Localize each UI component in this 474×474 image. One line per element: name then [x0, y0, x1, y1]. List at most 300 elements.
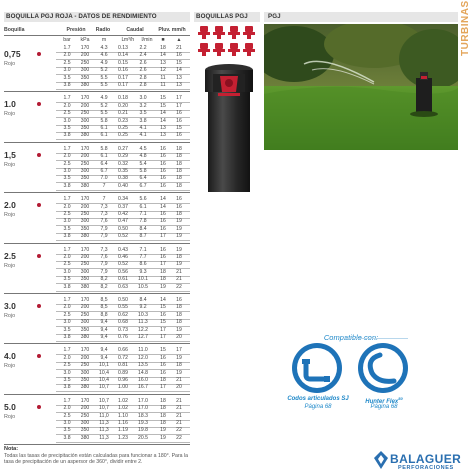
row-divider — [56, 190, 190, 191]
table-cell: 380 — [80, 434, 90, 441]
table-cell: 14 — [160, 297, 166, 303]
table-cell: 8.4 — [139, 225, 147, 232]
table-cell: 0.42 — [118, 211, 128, 217]
table-cell: 19 — [160, 427, 166, 434]
nozzle-color-label: Rojo — [4, 111, 16, 118]
table-cell: 0.63 — [118, 283, 128, 290]
table-cell: 9,4 — [100, 334, 108, 340]
table-cell: 0.76 — [118, 334, 128, 340]
table-cell: 170 — [80, 397, 90, 404]
hunter-flex-circle — [358, 343, 408, 393]
table-cell: 15 — [176, 59, 182, 66]
group-divider — [4, 444, 190, 445]
table-cell: 0.32 — [118, 160, 128, 167]
table-cell: 17 — [176, 102, 182, 109]
table-cell: 18 — [176, 362, 182, 369]
table-cell: 0.27 — [118, 145, 128, 152]
nozzle-icon — [228, 43, 240, 56]
table-cell: 18 — [160, 405, 166, 412]
table-cell: 3.8 — [63, 82, 71, 88]
table-cell: 4.6 — [100, 52, 108, 59]
table-cell: 380 — [80, 384, 90, 391]
table-cell: 250 — [80, 311, 90, 318]
table-cell: 1.23 — [118, 434, 128, 441]
table-cell: 350 — [80, 276, 90, 283]
table-cell: 0.23 — [118, 117, 128, 124]
nozzle-color-dot — [37, 254, 41, 258]
table-cell: 6.1 — [100, 132, 108, 139]
table-cell: 11 — [160, 74, 166, 81]
table-cell: 18 — [160, 276, 166, 283]
table-cell: 3.5 — [139, 110, 147, 117]
table-cell: 2.4 — [139, 52, 147, 59]
table-cell: 21 — [176, 405, 182, 412]
table-cell: 0.52 — [118, 261, 128, 268]
nozzle-size-label: 4.0 — [4, 351, 16, 362]
table-cell: 21 — [176, 45, 182, 51]
table-cell: 0.55 — [118, 304, 128, 311]
table-cell: 15 — [160, 319, 166, 326]
nozzle-color-dot — [37, 52, 41, 56]
nozzle-color-label: Rojo — [4, 313, 16, 319]
table-cell: 10,4 — [99, 369, 109, 376]
table-cell: 3.8 — [63, 434, 71, 441]
table-cell: 7.0 — [100, 175, 108, 182]
table-cell: 18 — [176, 175, 182, 182]
table-cell: 3.8 — [139, 117, 147, 124]
table-cell: 0.29 — [118, 153, 128, 160]
group-divider — [4, 343, 190, 344]
table-cell: 380 — [80, 334, 90, 340]
table-cell: 3.0 — [63, 319, 71, 326]
nozzle-size-label: 1.0 — [4, 99, 16, 110]
table-cell: 4.3 — [100, 45, 108, 51]
table-cell: 350 — [80, 74, 90, 81]
table-cell: 0.50 — [118, 297, 128, 303]
group-divider — [4, 142, 190, 143]
table-cell: 11 — [160, 82, 166, 88]
table-cell: 3.5 — [63, 74, 71, 81]
table-cell: 3.0 — [63, 218, 71, 225]
row-divider — [56, 442, 190, 443]
table-cell: 16 — [176, 52, 182, 59]
table-cell: 21 — [176, 412, 182, 419]
table-cell: 2.2 — [139, 45, 147, 51]
table-cell: 2.0 — [63, 405, 71, 412]
nozzle-color-dot — [37, 354, 41, 358]
table-cell: 0.40 — [118, 182, 128, 189]
table-cell: 16 — [160, 354, 166, 361]
table-cell: 7,3 — [100, 246, 108, 253]
table-cell: 19 — [176, 246, 182, 253]
product-title: PGJ — [268, 13, 281, 20]
nozzle-color-label: Rojo — [4, 212, 16, 219]
table-cell: 16 — [176, 196, 182, 203]
table-cell: 18 — [160, 420, 166, 426]
nozzle-color-dot — [37, 304, 41, 308]
table-cell: 18 — [176, 311, 182, 318]
table-cell: 350 — [80, 175, 90, 182]
table-cell: 350 — [80, 377, 90, 383]
table-cell: 17 — [160, 233, 166, 240]
table-cell: 16 — [176, 110, 182, 117]
table-cell: 170 — [80, 297, 90, 303]
table-cell: 13 — [160, 59, 166, 66]
table-cell: 5.6 — [139, 196, 147, 203]
table-cell: 20 — [176, 384, 182, 391]
table-cell: 14.8 — [138, 369, 148, 376]
table-cell: 18 — [176, 160, 182, 167]
row-divider — [56, 240, 190, 241]
table-cell: 17 — [160, 384, 166, 391]
table-cell: 0.61 — [118, 276, 128, 283]
compat-title: Compatible con: — [323, 333, 379, 342]
table-cell: 7,3 — [100, 211, 108, 217]
table-cell: 250 — [80, 362, 90, 369]
table-cell: 380 — [80, 82, 90, 88]
table-cell: 3.0 — [63, 268, 71, 275]
table-cell: 11,3 — [99, 434, 109, 441]
table-cell: 6.1 — [100, 125, 108, 131]
flex-pipe-icon — [358, 343, 408, 393]
sprinkler-photo — [264, 24, 458, 150]
table-cell: 3.5 — [63, 377, 71, 383]
table-cell: 14 — [160, 52, 166, 59]
col-caudal: Caudal — [126, 27, 144, 33]
table-cell: 2.5 — [63, 311, 71, 318]
table-cell: 8.4 — [139, 297, 147, 303]
table-cell: 2.5 — [63, 261, 71, 268]
item1-page: Página 68 — [304, 404, 332, 410]
group-divider — [4, 91, 190, 92]
table-cell: 2.0 — [63, 203, 71, 210]
table-cell: 18 — [160, 377, 166, 383]
table-cell: 3.5 — [63, 276, 71, 283]
table-cell: 19.8 — [138, 427, 148, 434]
table-cell: 9,4 — [100, 319, 108, 326]
table-cell: 2.0 — [63, 304, 71, 311]
table-cell: 21 — [176, 276, 182, 283]
nozzle-icon — [198, 43, 210, 56]
table-cell: 5.8 — [100, 145, 108, 152]
table-cell: 200 — [80, 52, 90, 59]
table-cell: 18 — [176, 211, 182, 217]
nozzle-color-label: Rojo — [4, 161, 16, 168]
table-cell: 10,1 — [99, 362, 109, 369]
table-cell: 16 — [160, 362, 166, 369]
group-divider — [4, 394, 190, 395]
table-cell: 16 — [160, 311, 166, 318]
row-divider — [56, 341, 190, 342]
table-cell: 18 — [160, 268, 166, 275]
table-cell: 7 — [102, 182, 106, 189]
table-cell: 11,3 — [99, 427, 109, 434]
table-cell: 1.7 — [63, 196, 71, 203]
table-cell: 1.19 — [118, 427, 128, 434]
table-cell: 8,2 — [100, 283, 108, 290]
table-cell: 19 — [176, 369, 182, 376]
table-cell: 3.8 — [63, 384, 71, 391]
table-cell: 21 — [176, 397, 182, 404]
table-cell: 11,0 — [99, 412, 109, 419]
table-cell: 1.7 — [63, 145, 71, 152]
table-cell: 22 — [176, 434, 182, 441]
table-cell: 380 — [80, 233, 90, 240]
header-rule — [4, 35, 190, 36]
col-presion: Presión — [66, 27, 86, 33]
table-cell: 17 — [176, 347, 182, 354]
table-cell: 4.1 — [139, 132, 147, 139]
table-cell: 0.14 — [118, 52, 128, 59]
table-cell: 0.15 — [118, 59, 128, 66]
table-cell: 19 — [160, 283, 166, 290]
table-cell: 7.1 — [139, 211, 147, 217]
table-cell: 14 — [160, 110, 166, 117]
table-cell: 3.0 — [63, 168, 71, 174]
table-cell: 18 — [176, 319, 182, 326]
table-cell: 13 — [176, 82, 182, 88]
nozzle-size-label: 2.0 — [4, 200, 16, 211]
table-cell: 16 — [160, 218, 166, 225]
table-cell: 8,8 — [100, 311, 108, 318]
col-boquilla: Boquilla — [4, 27, 25, 33]
table-cell: 16 — [160, 246, 166, 253]
table-cell: 4.9 — [100, 95, 108, 102]
nozzle-color-label: Rojo — [4, 363, 16, 370]
table-cell: 4.1 — [139, 125, 147, 131]
table-cell: 0.38 — [118, 175, 128, 182]
table-cell: 10.1 — [138, 276, 148, 283]
table-cell: 2.6 — [139, 67, 147, 74]
table-cell: 200 — [80, 254, 90, 260]
balaguer-logo-icon — [374, 451, 388, 469]
table-cell: 2.0 — [63, 102, 71, 109]
table-cell: 16 — [160, 175, 166, 182]
nozzle-color-dot — [37, 153, 41, 157]
table-cell: 350 — [80, 427, 90, 434]
table-cell: 3.5 — [63, 225, 71, 232]
table-cell: 300 — [80, 67, 90, 74]
table-cell: 0.50 — [118, 225, 128, 232]
nozzle-icon — [198, 26, 210, 39]
table-cell: 0.68 — [118, 319, 128, 326]
table-cell: 19 — [176, 354, 182, 361]
table-cell: 6.7 — [139, 182, 147, 189]
table-cell: 4.5 — [139, 145, 147, 152]
table-cell: 16 — [176, 297, 182, 303]
table-cell: 15 — [160, 304, 166, 311]
table-cell: 3.8 — [63, 233, 71, 240]
table-cell: 1.7 — [63, 95, 71, 102]
table-cell: 1.00 — [118, 384, 128, 391]
table-cell: 9,4 — [100, 354, 108, 361]
table-cell: 7,6 — [100, 218, 108, 225]
table-cell: 0.52 — [118, 233, 128, 240]
compat-divider — [342, 338, 408, 339]
item2-name: Hunter Flex$^{50}$ — [365, 396, 403, 405]
table-cell: 16 — [160, 211, 166, 217]
table-cell: 17 — [160, 334, 166, 340]
table-cell: 3.0 — [63, 420, 71, 426]
table-cell: 15 — [176, 125, 182, 131]
table-cell: 7.7 — [139, 254, 147, 260]
nozzles-illustration — [196, 24, 262, 60]
table-cell: 0.21 — [118, 110, 128, 117]
col-pluv: Pluv. mm/h — [158, 27, 186, 33]
table-cell: 380 — [80, 182, 90, 189]
table-cell: 17.0 — [138, 397, 148, 404]
table-cell: 12.0 — [138, 354, 148, 361]
table-cell: 18 — [176, 168, 182, 174]
table-cell: 18 — [176, 304, 182, 311]
table-cell: 250 — [80, 412, 90, 419]
table-cell: 18 — [176, 182, 182, 189]
table-cell: 7.1 — [139, 246, 147, 253]
table-cell: 7,9 — [100, 268, 108, 275]
table-cell: 200 — [80, 203, 90, 210]
swing-joint-circle — [292, 343, 342, 393]
row-divider — [56, 291, 190, 292]
table-cell: 16 — [176, 203, 182, 210]
table-cell: 9.3 — [139, 268, 147, 275]
table-cell: 2.5 — [63, 412, 71, 419]
nozzle-color-dot — [37, 102, 41, 106]
table-cell: 0.73 — [118, 326, 128, 333]
table-cell: 5.5 — [100, 110, 108, 117]
table-cell: 16.0 — [138, 377, 148, 383]
table-cell: 3.8 — [63, 182, 71, 189]
table-cell: 3.8 — [63, 132, 71, 139]
table-cell: 15 — [160, 102, 166, 109]
table-cell: 170 — [80, 145, 90, 152]
table-cell: 1.02 — [118, 397, 128, 404]
table-cell: 13 — [160, 125, 166, 131]
table-cell: 12.2 — [138, 326, 148, 333]
table-cell: 5.5 — [100, 74, 108, 81]
logo-name: BALAGUER — [390, 452, 462, 466]
group-divider — [4, 192, 190, 193]
nozzle-color-dot — [37, 405, 41, 409]
table-cell: 20.5 — [138, 434, 148, 441]
table-cell: 1.10 — [118, 412, 128, 419]
table-cell: 3.0 — [63, 369, 71, 376]
table-cell: 0.81 — [118, 362, 128, 369]
table-cell: 16 — [176, 117, 182, 124]
table-cell: 3.0 — [63, 117, 71, 124]
unit-square: ■ — [161, 37, 165, 43]
note-text: Todas las tasas de precipitación están calculadas para funcionar a 180°. Para la tasa de precipitación de un aspersor de 360°, dividir entre 2. — [4, 453, 189, 465]
table-cell: 5.8 — [100, 117, 108, 124]
table-cell: 17 — [160, 326, 166, 333]
table-cell: 200 — [80, 405, 90, 412]
item1-name: Codos articulados SJ — [287, 396, 349, 402]
table-cell: 7 — [102, 196, 106, 203]
table-cell: 14 — [160, 196, 166, 203]
table-cell: 21 — [176, 420, 182, 426]
table-cell: 5.2 — [100, 102, 108, 109]
table-cell: 14 — [176, 67, 182, 74]
table-cell: 19 — [176, 233, 182, 240]
table-cell: 12 — [160, 67, 166, 74]
table-cell: 14 — [160, 203, 166, 210]
table-cell: 0.13 — [118, 45, 128, 51]
unit-kpa: kPa — [80, 37, 90, 43]
row-divider — [56, 139, 190, 140]
table-cell: 300 — [80, 218, 90, 225]
table-cell: 11.3 — [138, 319, 148, 326]
unit-m: m — [101, 37, 107, 43]
table-cell: 18.3 — [138, 412, 148, 419]
table-cell: 0.37 — [118, 203, 128, 210]
table-cell: 250 — [80, 261, 90, 268]
table-cell: 14 — [160, 117, 166, 124]
table-cell: 300 — [80, 319, 90, 326]
table-cell: 18 — [176, 153, 182, 160]
table-cell: 0.89 — [118, 369, 128, 376]
table-cell: 3.5 — [63, 125, 71, 131]
item2-page: Página 68 — [370, 404, 398, 410]
table-cell: 0.17 — [118, 74, 128, 81]
table-cell: 16 — [160, 168, 166, 174]
table-cell: 300 — [80, 117, 90, 124]
table-cell: 0.43 — [118, 246, 128, 253]
table-cell: 13.5 — [138, 362, 148, 369]
table-cell: 350 — [80, 225, 90, 232]
nozzle-icon — [213, 43, 225, 56]
table-cell: 1.7 — [63, 397, 71, 404]
unit-l: L — [121, 37, 125, 43]
table-cell: 2.0 — [63, 254, 71, 260]
table-cell: 8,5 — [100, 304, 108, 311]
table-cell: 16 — [160, 160, 166, 167]
table-cell: 10,7 — [99, 405, 109, 412]
table-cell: 250 — [80, 211, 90, 217]
table-cell: 0.96 — [118, 377, 128, 383]
side-label-turbinas: TURBINAS — [460, 0, 471, 56]
table-cell: 200 — [80, 304, 90, 311]
table-cell: 300 — [80, 268, 90, 275]
table-cell: 7,9 — [100, 233, 108, 240]
table-cell: 5.4 — [139, 160, 147, 167]
table-cell: 3.0 — [139, 95, 147, 102]
nozzle-icon — [228, 26, 240, 39]
table-cell: 15 — [160, 95, 166, 102]
table-cell: 250 — [80, 110, 90, 117]
table-cell: 170 — [80, 196, 90, 203]
table-cell: 7,9 — [100, 261, 108, 268]
table-cell: 19 — [176, 326, 182, 333]
table-cell: 380 — [80, 283, 90, 290]
table-cell: 170 — [80, 45, 90, 51]
table-cell: 4.8 — [139, 153, 147, 160]
table-cell: 8.7 — [139, 233, 147, 240]
table-cell: 10.5 — [138, 283, 148, 290]
sprinkler-body-image — [196, 62, 262, 192]
nozzle-color-label: Rojo — [4, 61, 16, 67]
table-cell: 22 — [176, 427, 182, 434]
group-divider — [4, 243, 190, 244]
table-cell: 2.5 — [63, 110, 71, 117]
table-cell: 19.3 — [138, 420, 148, 426]
table-cell: 2.0 — [63, 52, 71, 59]
table-cell: 21 — [176, 268, 182, 275]
nozzle-icon — [243, 43, 255, 56]
table-cell: 0.66 — [118, 347, 128, 354]
table-cell: 16 — [160, 182, 166, 189]
table-cell: 1.02 — [118, 405, 128, 412]
table-cell: 17 — [160, 261, 166, 268]
group-divider — [4, 293, 190, 294]
